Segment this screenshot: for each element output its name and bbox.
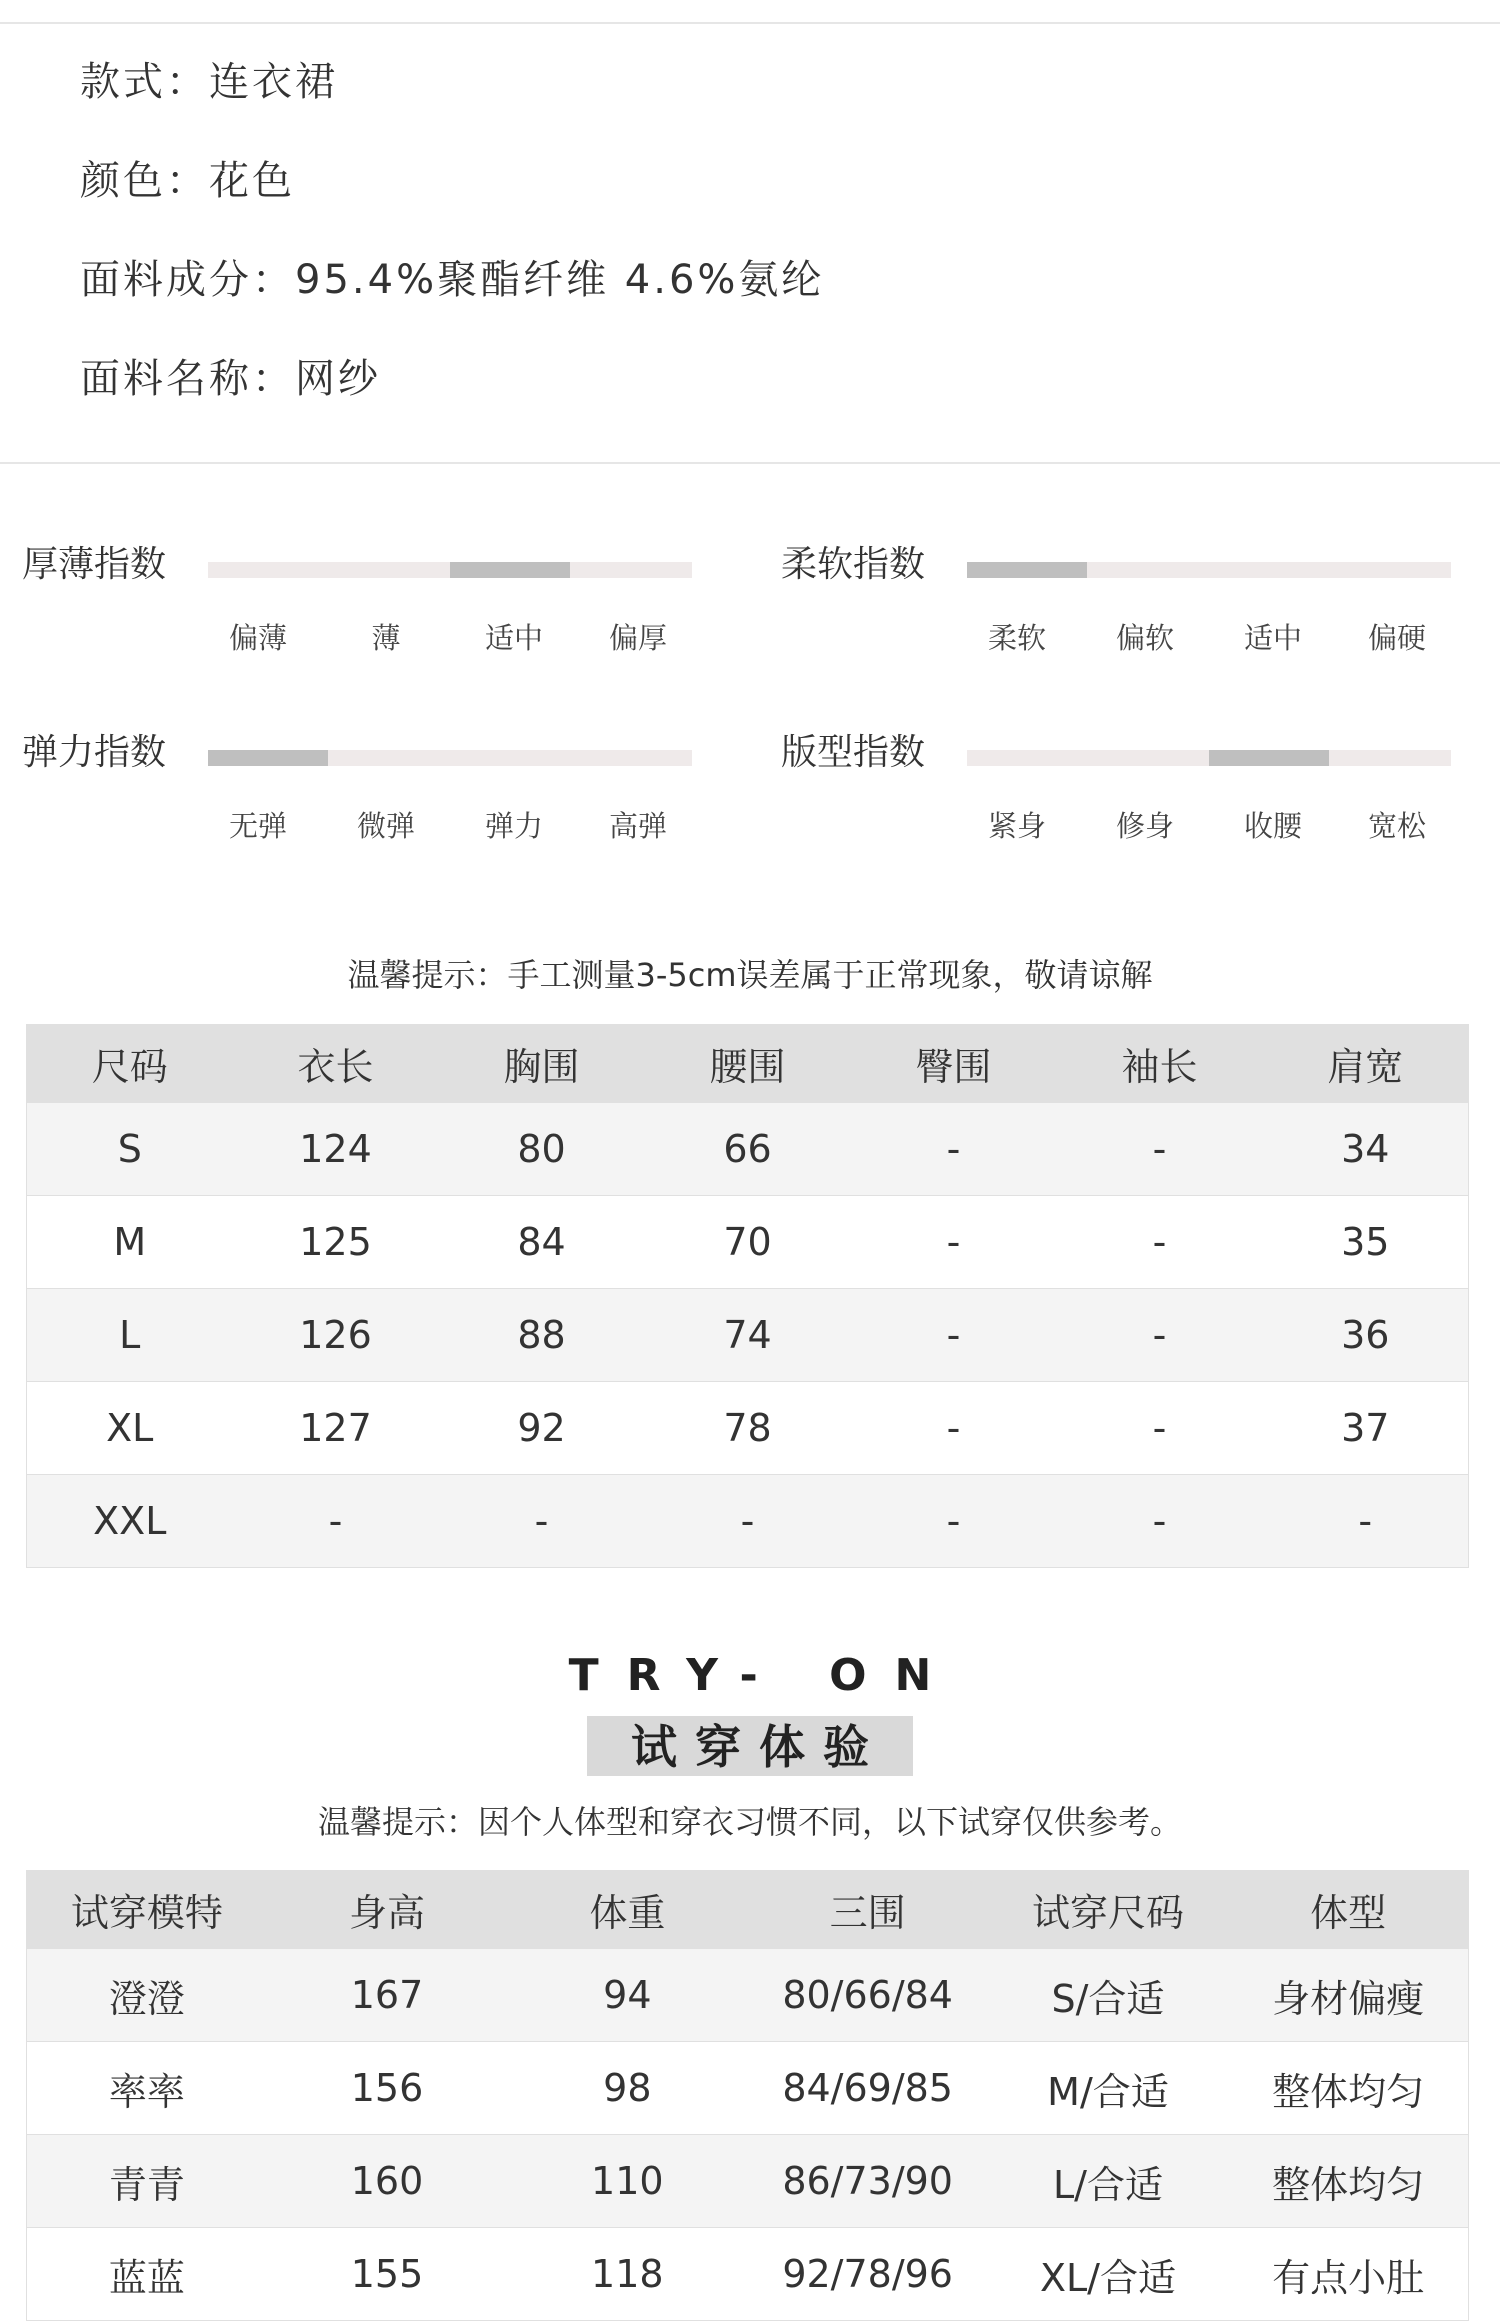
table-cell: S/合适 [988, 1949, 1228, 2042]
table-cell: - [1057, 1289, 1263, 1382]
info-label: 面料名称： [80, 356, 295, 402]
index-label: 无弹 [228, 809, 288, 843]
tryon-title-cn: 试穿体验 [587, 1716, 913, 1776]
table-cell: 155 [267, 2228, 507, 2321]
table-row [27, 2042, 1469, 2135]
table-cell: 36 [1263, 1289, 1469, 1382]
index-label: 微弹 [356, 809, 416, 843]
table-cell: - [851, 1196, 1057, 1289]
index-title: 弹力指数 [22, 732, 167, 773]
tryon-title-en: TRY- ON [568, 1650, 960, 1701]
table-cell: 156 [267, 2042, 507, 2135]
index-label: 偏硬 [1367, 621, 1427, 655]
header-cell: 肩宽 [1263, 1025, 1469, 1103]
header-cell: 试穿尺码 [988, 1871, 1228, 1949]
table-cell: 80 [439, 1103, 645, 1196]
info-value: 95.4%聚酯纤维 4.6%氨纶 [295, 257, 825, 303]
table-cell: - [851, 1103, 1057, 1196]
table-cell: 98 [507, 2042, 747, 2135]
index-label: 柔软 [987, 621, 1047, 655]
table-cell: M/合适 [988, 2042, 1228, 2135]
header-cell: 体重 [507, 1871, 747, 1949]
table-cell: XL [27, 1382, 233, 1475]
index-label: 修身 [1115, 809, 1175, 843]
table-cell: 74 [645, 1289, 851, 1382]
table-cell: L [27, 1289, 233, 1382]
table-cell: 92 [439, 1382, 645, 1475]
table-cell: 66 [645, 1103, 851, 1196]
index-fill [208, 750, 328, 766]
table-row [27, 2228, 1469, 2321]
info-label: 款式： [80, 59, 209, 105]
header-cell: 尺码 [27, 1025, 233, 1103]
table-cell: - [233, 1475, 439, 1568]
table-row [27, 1949, 1469, 2042]
index-track [967, 750, 1451, 766]
table-cell: 80/66/84 [747, 1949, 987, 2042]
tryon-title-wrap [0, 1716, 1500, 1776]
index-elasticity [22, 728, 752, 878]
info-label: 颜色： [80, 158, 209, 204]
index-label: 适中 [1243, 621, 1303, 655]
header-cell: 衣长 [233, 1025, 439, 1103]
tryon-table [26, 1870, 1469, 2321]
table-cell: 70 [645, 1196, 851, 1289]
header-cell: 臀围 [851, 1025, 1057, 1103]
index-title: 柔软指数 [781, 544, 926, 585]
table-cell: - [439, 1475, 645, 1568]
table-cell: - [1057, 1475, 1263, 1568]
table-cell: 110 [507, 2135, 747, 2228]
index-fit [781, 728, 1500, 878]
index-fill [450, 562, 570, 578]
table-cell: 84/69/85 [747, 2042, 987, 2135]
tryon-table-header [27, 1871, 1469, 1949]
info-divider [0, 462, 1500, 464]
table-cell: - [1057, 1103, 1263, 1196]
info-style [80, 50, 824, 149]
table-cell: 127 [233, 1382, 439, 1475]
table-cell: 34 [1263, 1103, 1469, 1196]
index-label: 宽松 [1367, 809, 1427, 843]
header-cell: 胸围 [439, 1025, 645, 1103]
table-cell: 124 [233, 1103, 439, 1196]
header-cell: 试穿模特 [27, 1871, 267, 1949]
table-row [27, 1103, 1469, 1196]
index-label: 高弹 [608, 809, 668, 843]
table-row [27, 2135, 1469, 2228]
index-track [967, 562, 1451, 578]
table-cell: 92/78/96 [747, 2228, 987, 2321]
index-label: 弹力 [484, 809, 544, 843]
index-labels [208, 804, 692, 844]
table-cell: 有点小肚 [1228, 2228, 1468, 2321]
table-cell: - [1263, 1475, 1469, 1568]
index-track [208, 562, 692, 578]
table-cell: 160 [267, 2135, 507, 2228]
info-label: 面料成分： [80, 257, 295, 303]
index-label: 偏薄 [228, 621, 288, 655]
info-value: 连衣裙 [209, 59, 338, 105]
table-cell: - [1057, 1382, 1263, 1475]
table-cell: 78 [645, 1382, 851, 1475]
table-cell: 率率 [27, 2042, 267, 2135]
index-title: 版型指数 [781, 732, 926, 773]
table-cell: XXL [27, 1475, 233, 1568]
index-track [208, 750, 692, 766]
table-cell: 蓝蓝 [27, 2228, 267, 2321]
index-label: 紧身 [987, 809, 1047, 843]
header-cell: 袖长 [1057, 1025, 1263, 1103]
table-row [27, 1289, 1469, 1382]
table-row [27, 1196, 1469, 1289]
table-cell: - [851, 1475, 1057, 1568]
table-cell: XL/合适 [988, 2228, 1228, 2321]
table-cell: 35 [1263, 1196, 1469, 1289]
table-cell: 整体均匀 [1228, 2135, 1468, 2228]
table-cell: 118 [507, 2228, 747, 2321]
index-softness [781, 540, 1500, 690]
table-cell: - [1057, 1196, 1263, 1289]
table-cell: 94 [507, 1949, 747, 2042]
tryon-tip: 温馨提示：因个人体型和穿衣习惯不同，以下试穿仅供参考。 [317, 1803, 1182, 1841]
index-labels [208, 616, 692, 656]
table-row [27, 1475, 1469, 1568]
table-cell: 167 [267, 1949, 507, 2042]
table-cell: - [851, 1382, 1057, 1475]
index-thickness [22, 540, 752, 690]
table-cell: 身材偏瘦 [1228, 1949, 1468, 2042]
table-cell: 88 [439, 1289, 645, 1382]
table-cell: 126 [233, 1289, 439, 1382]
index-labels [967, 804, 1451, 844]
product-info [80, 50, 824, 446]
header-cell: 腰围 [645, 1025, 851, 1103]
index-title: 厚薄指数 [22, 544, 167, 585]
size-table [26, 1024, 1469, 1568]
table-cell: - [851, 1289, 1057, 1382]
table-row [27, 1382, 1469, 1475]
table-cell: 37 [1263, 1382, 1469, 1475]
table-cell: 86/73/90 [747, 2135, 987, 2228]
top-divider [0, 22, 1500, 24]
size-tip: 温馨提示：手工测量3-5cm误差属于正常现象，敬请谅解 [347, 956, 1153, 994]
table-cell: - [645, 1475, 851, 1568]
info-value: 网纱 [295, 356, 381, 402]
table-cell: 青青 [27, 2135, 267, 2228]
info-color [80, 149, 824, 248]
index-label: 收腰 [1243, 809, 1303, 843]
table-cell: 整体均匀 [1228, 2042, 1468, 2135]
table-cell: L/合适 [988, 2135, 1228, 2228]
index-fill [967, 562, 1087, 578]
table-cell: 125 [233, 1196, 439, 1289]
index-labels [967, 616, 1451, 656]
header-cell: 体型 [1228, 1871, 1468, 1949]
header-cell: 三围 [747, 1871, 987, 1949]
index-label: 适中 [484, 621, 544, 655]
header-cell: 身高 [267, 1871, 507, 1949]
size-table-header [27, 1025, 1469, 1103]
info-fabric [80, 347, 824, 446]
table-cell: 84 [439, 1196, 645, 1289]
info-composition [80, 248, 824, 347]
table-cell: 澄澄 [27, 1949, 267, 2042]
index-label: 薄 [371, 621, 401, 655]
table-cell: S [27, 1103, 233, 1196]
index-label: 偏厚 [608, 621, 668, 655]
table-cell: M [27, 1196, 233, 1289]
index-label: 偏软 [1115, 621, 1175, 655]
index-fill [1209, 750, 1329, 766]
info-value: 花色 [209, 158, 295, 204]
